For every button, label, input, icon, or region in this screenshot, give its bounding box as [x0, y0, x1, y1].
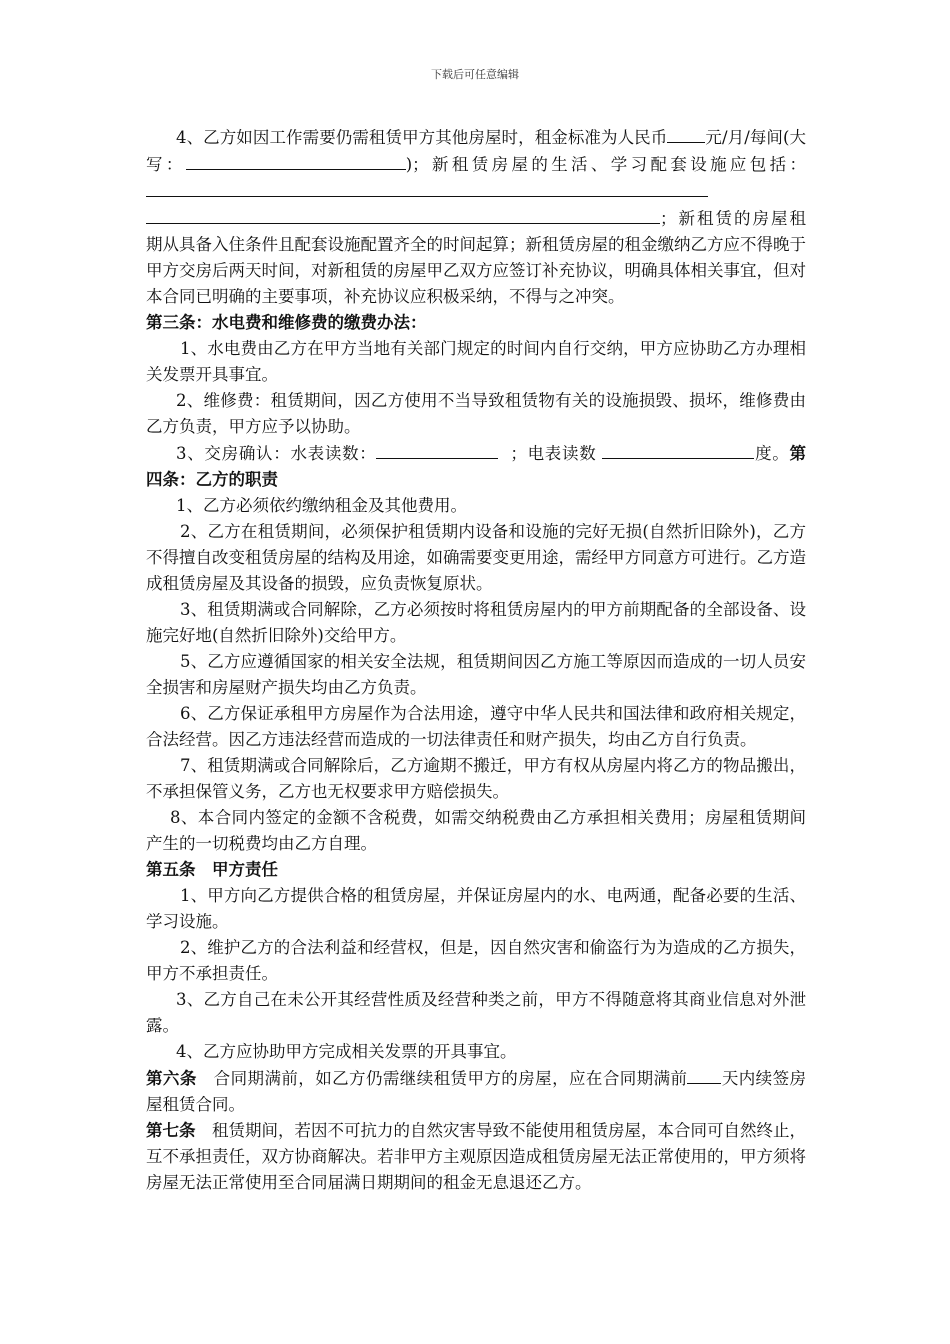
- article-7-title: 第七条: [146, 1121, 196, 1140]
- article-4-item-6: 6、乙方保证承租甲方房屋作为合法用途，遵守中华人民共和国法律和政府相关规定，合法经营。因乙方违法经营而造成的一切法律责任和财产损失，均由乙方自行负责。: [146, 704, 806, 749]
- article-4-item-8: 8、本合同内签定的金额不含税费，如需交纳税费由乙方承担相关费用；房屋租赁期间产生的一切税费均由乙方自理。: [146, 808, 806, 853]
- electric-meter-blank: [602, 440, 754, 459]
- article-6-title: 第六条: [146, 1069, 197, 1088]
- document-body: [146, 124, 806, 1196]
- item-4-text-4: ；新租赁的房屋租期从具备入住条件且配套设施配置齐全的时间起算；新租赁房屋的租金缴纳乙方应不得晚于甲方交房后两天时间，对新租赁的房屋甲乙双方应签订补充协议，明确具体相关事宜，但对本合同已明确的主要事项，补充协议应积极采纳，不得与之冲突。: [146, 209, 806, 306]
- article-5-item-4: 4、乙方应协助甲方完成相关发票的开具事宜。: [176, 1042, 517, 1061]
- article-5-item-2: 2、维护乙方的合法利益和经营权，但是，因自然灾害和偷盗行为为造成的乙方损失，甲方不承担责任。: [146, 938, 806, 983]
- article-4-item-3: 3、租赁期满或合同解除，乙方必须按时将租赁房屋内的甲方前期配备的全部设备、设施完好地(自然折旧除外)交给甲方。: [146, 600, 806, 645]
- article-4-item-5: 5、乙方应遵循国家的相关安全法规，租赁期间因乙方施工等原因而造成的一切人员安全损害和房屋财产损失均由乙方负责。: [146, 652, 806, 697]
- article-4-item-2: 2、乙方在租赁期间，必须保护租赁期内设备和设施的完好无损(自然折旧除外)，乙方不得擅自改变租赁房屋的结构及用途，如确需要变更用途，需经甲方同意方可进行。乙方造成租赁房屋及其设备的损毁，应负责恢复原状。: [146, 522, 806, 593]
- facilities-blank-1: [146, 178, 708, 197]
- article-3-item-2: 2、维修费：租赁期间，因乙方使用不当导致租赁物有关的设施损毁、损坏，维修费由乙方负责，甲方应予以协助。: [146, 391, 806, 436]
- article-6-paragraph: [146, 1065, 806, 1118]
- rent-amount-blank: [667, 124, 705, 143]
- article-4-item-1: 1、乙方必须依约缴纳租金及其他费用。: [176, 496, 467, 515]
- article-3-item-1: 1、水电费由乙方在甲方当地有关部门规定的时间内自行交纳，甲方应协助乙方办理相关发票开具事宜。: [146, 339, 806, 384]
- page-header: 下载后可任意编辑: [431, 68, 519, 81]
- article-7-paragraph: [146, 1118, 806, 1196]
- article-5-item-3: 3、乙方自己在未公开其经营性质及经营种类之前，甲方不得随意将其商业信息对外泄露。: [146, 990, 806, 1035]
- rent-amount-words-blank: [186, 151, 406, 170]
- article-5-title: 第五条 甲方责任: [146, 860, 278, 879]
- item-4-text-2: 元/月/每间(大写：: [146, 128, 807, 174]
- article-3-item-3-text-1: 3、交房确认：水表读数：: [176, 444, 377, 463]
- item-4-text-1: 4、乙方如因工作需要仍需租赁甲方其他房屋时，租金标准为人民币: [176, 128, 668, 147]
- article-6-text-2: 天内续签房屋租赁合同。: [146, 1069, 807, 1114]
- article-4-item-7: 7、租赁期满或合同解除后，乙方逾期不搬迁，甲方有权从房屋内将乙方的物品搬出，不承担保管义务，乙方也无权要求甲方赔偿损失。: [146, 756, 806, 801]
- article-3-item-3: [146, 440, 806, 493]
- renewal-days-blank: [687, 1065, 721, 1084]
- article-6-text-1: 合同期满前，如乙方仍需继续租赁甲方的房屋，应在合同期满前: [196, 1069, 688, 1088]
- water-meter-blank: [376, 440, 498, 459]
- article-3-title: 第三条：水电费和维修费的缴费办法：: [146, 313, 427, 332]
- item-4-text-3: )；新租赁房屋的生活、学习配套设施应包括：: [405, 155, 807, 174]
- article-7-text: 租赁期间，若因不可抗力的自然灾害导致不能使用租赁房屋，本合同可自然终止，互不承担责任，双方协商解决。若非甲方主观原因造成租赁房屋无法正常使用的，甲方须将房屋无法正常使用至合同届满日期期间的租金无息退还乙方。: [146, 1121, 806, 1192]
- article-4-title: 第四条：乙方的职责: [146, 444, 807, 489]
- article-3-item-3-text-3: 度。: [754, 444, 790, 463]
- facilities-blank-2: [146, 205, 660, 224]
- article-5-item-1: 1、甲方向乙方提供合格的租赁房屋，并保证房屋内的水、电两通，配备必要的生活、学习设施。: [146, 886, 806, 931]
- article-3-item-3-text-2: ；电表读数: [510, 444, 597, 463]
- item-4-paragraph: [146, 124, 806, 310]
